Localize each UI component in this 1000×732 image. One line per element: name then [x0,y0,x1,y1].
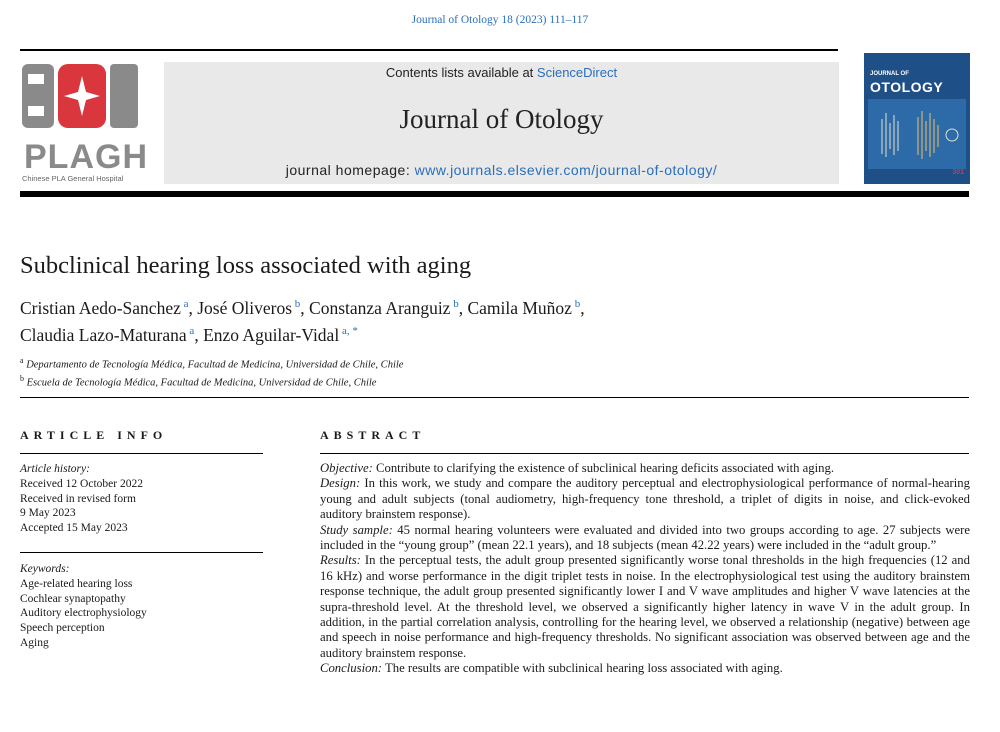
logo-subtitle: Chinese PLA General Hospital [22,174,124,183]
author-affiliation-mark[interactable]: b [450,298,459,310]
abstract-label: Objective: [320,461,373,475]
history-label: Article history: [20,463,90,475]
journal-name: Journal of Otology [399,104,604,134]
abstract-section [320,553,970,661]
affiliation-text: Departamento de Tecnología Médica, Facultad de Medicina, Universidad de Chile, Chile [23,359,404,371]
cover-art-icon [868,99,966,169]
author-name: Enzo Aguilar-Vidal [203,324,340,345]
abstract-section [320,661,970,676]
journal-cover[interactable] [864,53,970,184]
article-info-heading: ARTICLE INFO [20,428,168,442]
author-list: Cristian Aedo-Sanchez $^a$, José Oliveros $^b$, Constanza Aranguiz $^b$, Camila Muñoz $^b$, Claudia Lazo-Maturana $^a$, Enzo Aguilar-Vidal $^{a, *}$ [20,297,585,345]
paper-title: Subclinical hearing loss associated with aging [20,252,472,279]
section-rule [20,397,969,398]
author-name: José Oliveros [197,297,293,318]
article-history [20,462,263,536]
history-line: Received in revised form [20,492,136,505]
abstract-label: Conclusion: [320,661,383,676]
header-rule-top [20,49,838,51]
affiliation-text: Escuela de Tecnología Médica, Facultad de Medicina, Universidad de Chile, Chile [24,377,377,388]
author-affiliation-mark[interactable]: b [292,298,301,310]
header-rule-bottom [20,191,969,197]
cover-title: OTOLOGY [870,79,944,95]
article-info-rule [20,552,263,553]
abstract-rule [320,453,969,454]
author-name: Camila Muñoz [467,297,572,318]
contents-line [164,65,839,80]
abstract-label: Design: [320,476,361,491]
contents-prefix: Contents lists available at [385,65,537,80]
cover-title-top: JOURNAL OF [870,71,909,77]
abstract-text: In the perceptual tests, the adult group presented significantly worse tonal thresholds in the high frequencies (12 and 16 kHz) and worse performance in the digit triplet tests in noise. In the electrophysiological test using the auditory brainstem response technique, the adult group presented significantly lower I and V wave amplitudes and higher V wave latencies at the supra-threshold level. At the threshold level, we observed a significantly higher latency in wave V in the adult group. In addition, in the partial correlation analysis, controlling for the hearing level, we observed a relationship (negative) between age and speech in noise performance and high-frequency thresholds. No significant association was observed between age and the auditory brainstem response. [320,553,970,660]
keywords-label: Keywords: [20,563,70,575]
affiliation-item [20,354,980,372]
history-line: 9 May 2023 [20,507,76,520]
author-affiliation-mark[interactable]: a [186,324,195,337]
journal-citation[interactable]: Journal of Otology 18 (2023) 111–117 [411,14,589,26]
abstract-heading: ABSTRACT [320,428,426,442]
keyword-item: Aging [20,636,49,649]
abstract-text: 45 normal hearing volunteers were evaluated and divided into two groups according to age. 27 subjects were included in the “young group” (mean 22.1 years), and 18 subjects (mean 42.22 years) were included in the “adult group.” [320,522,970,553]
publisher-logo [22,62,148,183]
history-line: Received 12 October 2022 [20,477,143,490]
author-affiliation-mark[interactable]: a, * [339,324,358,337]
abstract-label: Results: [320,553,361,568]
affiliation-item [20,372,980,390]
affiliation-mark: a [20,356,24,365]
logo-301-icon [22,62,140,130]
journal-masthead [164,62,839,184]
sciencedirect-link[interactable]: ScienceDirect [536,65,618,80]
abstract-section [320,476,970,522]
keyword-item: Speech perception [20,622,105,635]
keyword-list [20,562,263,651]
logo-wordmark: PLAGH [24,138,148,176]
homepage-prefix: journal homepage: [285,162,415,178]
homepage-line [164,162,839,178]
affiliation-list [20,354,980,389]
author-name: Claudia Lazo-Maturana [20,324,187,345]
homepage-link[interactable]: www.journals.elsevier.com/journal-of-otology/ [414,162,718,178]
article-info-rule [20,453,263,454]
abstract-section [320,523,970,554]
abstract-label: Study sample: [320,522,393,537]
author-affiliation-mark[interactable]: a [180,298,189,310]
keyword-item: Age-related hearing loss [20,577,133,590]
keyword-item: Auditory electrophysiology [20,607,147,620]
keyword-item: Cochlear synaptopathy [20,592,126,605]
author-affiliation-mark[interactable]: b [571,298,581,310]
abstract-body [320,461,970,677]
abstract-text: The results are compatible with subclinical hearing loss associated with aging. [382,661,783,676]
cover-footer [870,171,964,179]
cover-badge: 301 [952,169,964,176]
abstract-text: Contribute to clarifying the existence of subclinical hearing deficits associated with aging. [372,461,835,475]
abstract-text: In this work, we study and compare the auditory perceptual and electrophysiological performance of normal-hearing young and adult subjects (tonal audiometry, high-frequency tone threshold, a triplet of digits in noise, and click-evoked auditory brainstem response). [320,476,970,522]
affiliation-mark: b [20,373,24,383]
author-name: Constanza Aranguiz [309,297,451,318]
history-line: Accepted 15 May 2023 [20,522,128,535]
author-name: Cristian Aedo-Sanchez [20,297,181,318]
abstract-section [320,461,970,476]
